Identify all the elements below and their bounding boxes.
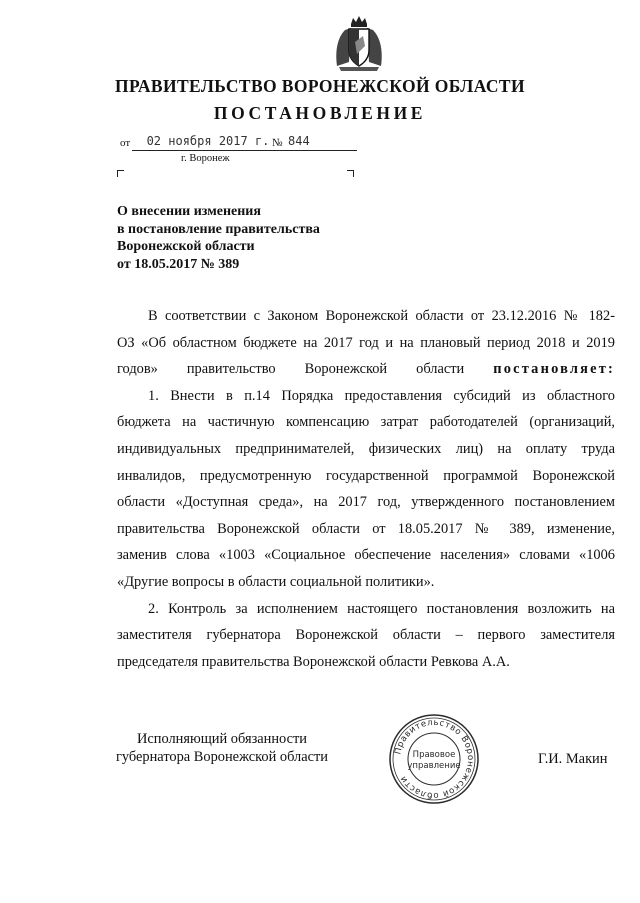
subject-line: О внесении изменения	[117, 204, 261, 219]
date-underline	[132, 150, 286, 151]
body-line: председателя правительства Воронежской области Ревкова А.А.	[117, 653, 510, 670]
body-line	[117, 356, 615, 383]
body-line: бюджета на частичную компенсацию затрат работодателей (организаций,	[117, 414, 615, 431]
body-line: ОЗ «Об областном бюджете на 2017 год и на плановый период 2018 и 2019	[117, 334, 615, 351]
body-line: заменив слова «1003 «Социальное обеспечение населения» словами «1006	[117, 547, 615, 564]
body-line: индивидуальных предпринимателей, физических лиц) на оплату труда	[117, 440, 615, 457]
voronezh-coat-of-arms-icon	[331, 14, 387, 72]
stamp-center-text: Правовое	[412, 750, 456, 760]
signatory-title	[112, 731, 332, 766]
number-underline	[284, 150, 357, 151]
coat-of-arms-emblem	[331, 14, 387, 72]
government-title: ПРАВИТЕЛЬСТВО ВОРОНЕЖСКОЙ ОБЛАСТИ	[114, 76, 526, 96]
from-label: от	[120, 137, 131, 149]
stamp-seal-icon	[388, 713, 480, 805]
subject-line: в постановление правительства	[117, 221, 320, 237]
city-label: г. Воронеж	[181, 153, 230, 164]
subject-line: Воронежской области	[117, 239, 255, 254]
signatory-title-line: губернатора Воронежской области	[115, 748, 328, 765]
subject-line: от 18.05.2017 № 389	[117, 256, 240, 272]
body-line: правительства Воронежской области от 18.05.2017 № 389, изменение,	[117, 520, 615, 537]
signatory-name: Г.И. Макин	[538, 751, 608, 767]
body-line: области «Доступная среда», на 2017 год, утвержденного постановлением	[117, 494, 615, 511]
body-text: годов» правительство Воронежской области	[117, 361, 465, 378]
body-line: 1. Внести в п.14 Порядка предоставления субсидий из областного	[148, 387, 615, 404]
right-corner-mark	[347, 170, 354, 177]
date-value: 02 ноября 2017 г.	[146, 134, 270, 148]
number-value: 844	[288, 134, 310, 148]
body-line: инвалидов, предусмотренную государственной программой Воронежской	[117, 467, 615, 484]
official-stamp	[388, 713, 480, 805]
body-line: «Другие вопросы в области социальной политики».	[117, 573, 435, 590]
subject-block	[117, 203, 320, 273]
body-line: заместителя губернатора Воронежской области – первого заместителя	[117, 627, 615, 644]
resolution-keyword: постановляет:	[493, 361, 615, 378]
number-label: №	[272, 137, 283, 149]
stamp-ring-text: Правительство Воронежской области	[393, 717, 476, 801]
left-corner-mark	[117, 170, 124, 177]
document-type-title: ПОСТАНОВЛЕНИЕ	[213, 103, 427, 123]
body-line: 2. Контроль за исполнением настоящего постановления возложить на	[148, 600, 615, 617]
body-line: В соответствии с Законом Воронежской области от 23.12.2016 № 182-	[148, 308, 615, 324]
document-body	[117, 303, 615, 675]
signatory-title-line: Исполняющий обязанности	[136, 731, 307, 747]
dateline	[120, 134, 310, 149]
stamp-center-text: управление	[407, 761, 461, 771]
